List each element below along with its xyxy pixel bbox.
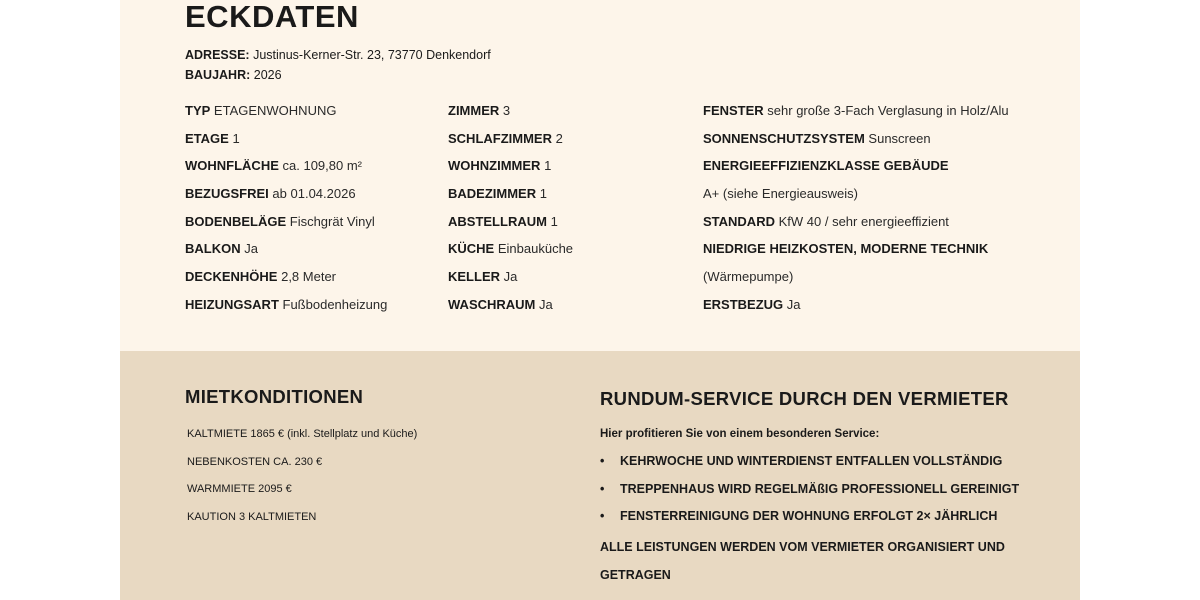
fact-value: Ja: [539, 296, 553, 312]
fact-row: [448, 101, 573, 129]
year-value: 2026: [253, 68, 282, 82]
fact-key: SONNENSCHUTZSYSTEM: [703, 130, 865, 146]
fact-value: Ja: [503, 269, 518, 285]
fact-key: STANDARD: [703, 213, 775, 229]
year-label: BAUJAHR:: [185, 68, 251, 82]
fact-row: [448, 267, 573, 295]
service-bullet: [600, 506, 1030, 534]
fact-key: WASCHRAUM: [448, 296, 536, 312]
fact-key: ABSTELLRAUM: [448, 213, 547, 229]
service-intro: Hier profitieren Sie von einem besonderen Service:: [600, 428, 880, 440]
fact-row: [185, 184, 387, 212]
rent-line: WARMMIETE 2095 €: [187, 483, 292, 496]
fact-value: 3: [502, 103, 511, 118]
fact-row: [703, 295, 1009, 323]
fact-row: [185, 267, 387, 295]
fact-value: 2,8 Meter: [281, 269, 337, 285]
service-title: RUNDUM-SERVICE DURCH DEN VERMIETER: [600, 388, 1009, 409]
fact-value: Fußbodenheizung: [282, 296, 388, 312]
fact-key: BEZUGSFREI: [185, 186, 269, 202]
facts-column-3: [703, 101, 1009, 323]
bullet-icon: •: [600, 454, 605, 468]
address-line: [185, 47, 491, 63]
fact-row: [185, 156, 387, 184]
fact-key: ENERGIEEFFIZIENZKLASSE GEBÄUDE: [703, 158, 949, 174]
fact-key: BODENBELÄGE: [185, 213, 287, 229]
fact-key: ZIMMER: [448, 103, 500, 118]
fact-key: FENSTER: [703, 103, 764, 118]
fact-key: HEIZUNGSART: [185, 296, 279, 312]
fact-row: [448, 239, 573, 267]
fact-row: [703, 184, 1009, 212]
facts-column-1: [185, 101, 387, 323]
fact-row: [448, 212, 573, 240]
fact-row: [185, 101, 387, 129]
bullet-icon: •: [600, 481, 605, 496]
fact-value: 1: [550, 213, 558, 229]
fact-key: TYP: [185, 103, 211, 118]
service-bullet-text: FENSTERREINIGUNG DER WOHNUNG ERFOLGT 2× JÄHRLICH: [620, 509, 998, 524]
fact-row: [448, 156, 573, 184]
fact-value: Ja: [786, 296, 801, 312]
fact-row: [703, 267, 1009, 295]
fact-row: [185, 129, 387, 157]
fact-value: ca. 109,80 m²: [282, 158, 363, 174]
fact-row: [448, 295, 573, 323]
fact-key: BADEZIMMER: [448, 186, 537, 202]
fact-row: [703, 156, 1009, 184]
address-value: Justinus-Kerner-Str. 23, 73770 Denkendorf: [253, 48, 491, 62]
year-line: [185, 67, 282, 83]
fact-key: SCHLAFZIMMER: [448, 130, 552, 146]
fact-row: [703, 212, 1009, 240]
service-bullet-text: KEHRWOCHE UND WINTERDIENST ENTFALLEN VOLLSTÄNDIG: [620, 454, 1003, 468]
address-label: ADRESSE:: [185, 48, 250, 62]
fact-value: 1: [539, 186, 547, 202]
facts-column-2: [448, 101, 573, 323]
fact-key: BALKON: [185, 241, 241, 257]
rent-line: NEBENKOSTEN CA. 230 €: [187, 455, 323, 468]
rent-list: [187, 424, 417, 535]
fact-row: [185, 295, 387, 323]
fact-key: ETAGE: [185, 130, 229, 146]
fact-row: [448, 184, 573, 212]
fact-value: ETAGENWOHNUNG: [213, 103, 337, 118]
fact-row: [703, 101, 1009, 129]
fact-value: sehr große 3-Fach Verglasung in Holz/Alu: [767, 103, 1009, 118]
fact-row: [185, 239, 387, 267]
rent-line: KAUTION 3 KALTMIETEN: [187, 511, 317, 524]
fact-value: (Wärmepumpe): [703, 269, 794, 285]
fact-value: 1: [544, 158, 552, 174]
fact-key: WOHNZIMMER: [448, 158, 541, 174]
fact-key: WOHNFLÄCHE: [185, 158, 279, 174]
service-bullet: [600, 451, 1030, 479]
fact-value: Einbauküche: [497, 241, 574, 257]
fact-row: [703, 129, 1009, 157]
fact-key: ERSTBEZUG: [703, 296, 784, 312]
fact-value: Fischgrät Vinyl: [289, 213, 375, 229]
fact-value: Ja: [244, 241, 258, 257]
fact-value: ab 01.04.2026: [272, 186, 356, 202]
fact-key: NIEDRIGE HEIZKOSTEN, MODERNE TECHNIK: [703, 241, 989, 257]
fact-row: [185, 212, 387, 240]
fact-value: A+ (siehe Energieausweis): [703, 186, 858, 202]
fact-value: KfW 40 / sehr energieeffizient: [778, 213, 949, 229]
fact-key: DECKENHÖHE: [185, 269, 278, 285]
service-bullet-text: TREPPENHAUS WIRD REGELMÄßIG PROFESSIONELL GEREINIGT: [620, 481, 1020, 496]
fact-row: [448, 129, 573, 157]
fact-key: KELLER: [448, 269, 500, 285]
service-closing: ALLE LEISTUNGEN WERDEN VOM VERMIETER ORGANISIERT UND GETRAGEN: [600, 540, 1005, 582]
rent-line: KALTMIETE 1865 € (inkl. Stellplatz und Küche): [187, 428, 418, 440]
bullet-icon: •: [600, 509, 605, 524]
service-section: [600, 424, 1030, 589]
rent-title: MIETKONDITIONEN: [185, 386, 364, 407]
page-title: ECKDATEN: [185, 0, 359, 34]
fact-value: Sunscreen: [868, 130, 931, 146]
fact-key: KÜCHE: [448, 241, 495, 257]
fact-row: [703, 239, 1009, 267]
fact-value: 2: [555, 130, 563, 146]
fact-value: 1: [232, 130, 240, 146]
service-bullet: [600, 479, 1030, 507]
